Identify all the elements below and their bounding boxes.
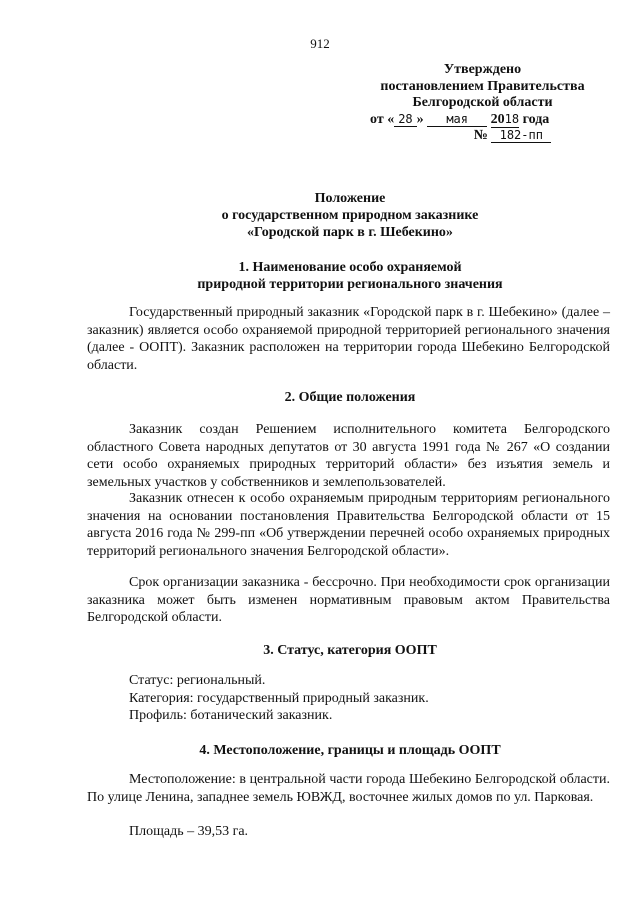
area-line: Площадь – 39,53 га. — [129, 824, 249, 839]
doc-title-line-2: о государственном природном заказнике — [221, 208, 479, 223]
section-2-text-1: Заказник создан Решением исполнительного комитета Белгородского областного Совета народных депутатов от 30 августа 1991 года № 267 «О создании сети особо охраняемых природных территорий области» без изъятия земель и земельных участков у собственников и землепользователей. — [87, 422, 610, 490]
section-2-paragraph-2 — [87, 490, 610, 560]
section-1-heading — [0, 259, 640, 293]
section-2-paragraph-3 — [87, 574, 610, 627]
section-1-heading-line-1: 1. Наименование особо охраняемой — [238, 260, 462, 275]
page-number: 912 — [310, 36, 330, 51]
date-month: мая — [427, 112, 487, 127]
doc-title-line-3: «Городской парк в г. Шебекино» — [247, 225, 453, 240]
section-2-text-3: Срок организации заказника - бессрочно. При необходимости срок организации заказника может быть изменен нормативным правовым актом Правительства Белгородской области. — [87, 575, 610, 625]
section-2-paragraph-1 — [87, 421, 610, 491]
approval-number — [360, 128, 605, 145]
approval-line-2: постановлением Правительства — [380, 78, 585, 94]
date-day: 28 — [394, 112, 416, 127]
year-prefix: 20 — [490, 111, 505, 127]
approval-line-3: Белгородской области — [412, 95, 553, 110]
section-2-text-2: Заказник отнесен к особо охраняемым природным территориям регионального значения на основании постановления Правительства Белгородской области от 15 августа 2016 года № 299-пп «Об утверждении перечней особо охраняемых природных территорий регионального значения Белгородской области». — [87, 491, 610, 559]
number-value: 182-пп — [491, 128, 551, 143]
category-line: Категория: государственный природный заказник. — [129, 691, 429, 706]
approval-block — [360, 62, 605, 145]
section-4-heading: 4. Местоположение, границы и площадь ООПТ — [199, 743, 501, 758]
section-3-heading: 3. Статус, категория ООПТ — [263, 643, 437, 658]
section-1-text: Государственный природный заказник «Городской парк в г. Шебекино» (далее – заказник) является особо охраняемой природной территорией регионального значения (далее - ООПТ). Заказник расположен на территории города Шебекино Белгородской области. — [87, 305, 610, 373]
status-line: Статус: региональный. — [129, 673, 266, 688]
doc-title — [0, 190, 640, 241]
date-prefix: от « — [370, 111, 395, 127]
doc-title-line-1: Положение — [314, 191, 386, 206]
profile-line: Профиль: ботанический заказник. — [129, 708, 333, 723]
year-suffix: 18 — [504, 111, 520, 126]
section-2-heading: 2. Общие положения — [284, 390, 416, 405]
approval-line-1: Утверждено — [443, 62, 522, 77]
section-4-text: Местоположение: в центральной части города Шебекино Белгородской области. По улице Ленина, западнее земель ЮВЖД, восточнее жилых домов по ул. Парковая. — [87, 772, 610, 805]
approval-date — [360, 112, 605, 129]
date-year — [491, 112, 519, 128]
date-sep: » — [416, 111, 424, 127]
year-word: года — [522, 111, 550, 127]
section-4-paragraph — [87, 771, 610, 806]
number-prefix: № — [473, 128, 488, 143]
section-1-paragraph — [87, 304, 610, 374]
section-1-heading-line-2: природной территории регионального значения — [197, 277, 503, 292]
